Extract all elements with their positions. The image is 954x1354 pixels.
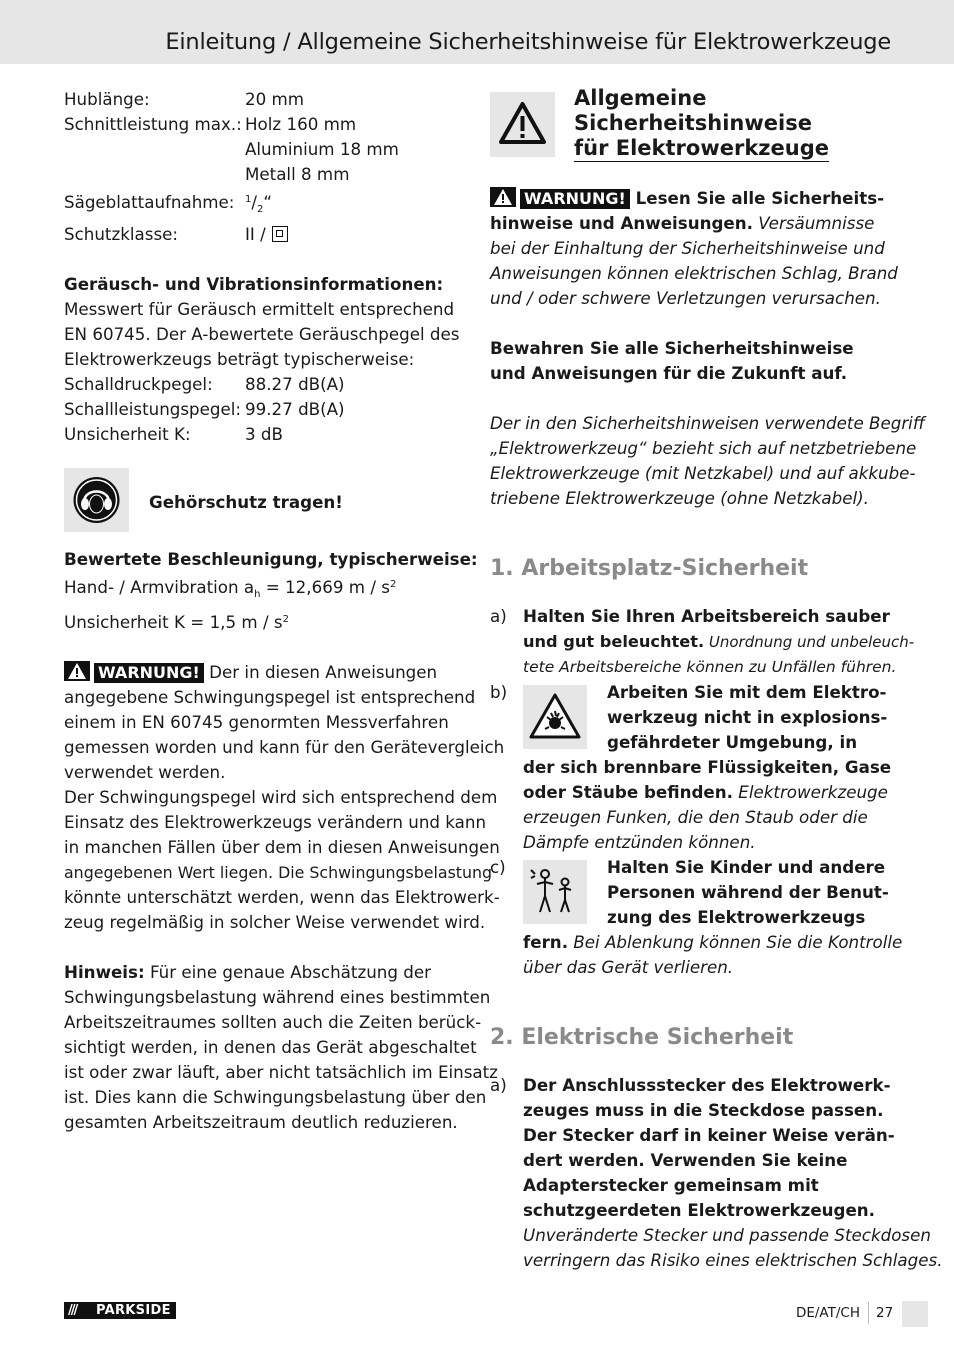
explosion-hazard-icon [523,685,587,749]
locale-label: DE/AT/CH [795,1305,860,1321]
warning-triangle-icon [490,187,516,207]
safety-title-block [490,87,894,163]
vibration-warning: WARNUNG! Der in diesen Anweisungen [64,660,464,685]
warning-triangle-icon [64,661,90,681]
spec-row: Metall 8 mm [245,164,350,184]
right-column: Allgemeine Sicherheitshinweise für Elektrowerkzeuge WARNUNG! Lesen Sie alle Sicherheits- hinweise und Anweisungen. Versäumnisse bei der Einhaltung der Sicherheitshinweise und Anweisungen können elektrischen Schlag, Brand und / oder schwere Verletzungen verursachen. Bewahren Sie alle Sicherheitshinweise und Anweisungen für die Zukunft auf. Der in den Sicherheitshinweisen verwendete Begriff „Elektrowerkzeug“ bezieht sich auf netzbetriebene Elektrowerkzeuge (mit Netzkabel) und auf akkube- triebene Elektrowerkzeuge (ohne Netzkabel). 1. Arbeitsplatz-Sicherheit a) Halten Sie Ihren Arbeitsbereich sauber und gut beleuchtet. Unordnung und unbeleuch- tete Arbeitsbereiche können zu Unfällen führen. b) Arbeiten Sie mit dem Elektro- werkzeug nicht in explosions- gefährdeter Umgebung, in der sich brennbare Flüssigkeiten, Gase oder Stäube befinden. Elektrowerkzeuge erzeugen Funken, die den Staub oder die Dämpfe entzünden können. c) Halten Sie Kinder und andere Personen während der Benut- zung des Elektrowerkzeugs fern. Bei Ablenkung können Sie die Kontrolle über das Gerät verlieren. 2. Elektrische Sicherheit a) Der Anschlussstecker des Elektrowerk- zeuges muss in die Steckdose passen. Der Stecker darf in keiner Weise verän- dert werden. Verwenden Sie keine Adapterstecker gemeinsam mit schutzgeerdeten Elektrowerkzeugen. Unveränderte Stecker und passende Steckdosen verringern das Risiko eines elektrischen Schlages. [490,87,894,1273]
list-item: b) Arbeiten Sie mit dem Elektro- werkzeug nicht in explosions- gefährdeter Umgebung, in der sich brennbare Flüssigkeiten, Gase oder Stäube befinden. Elektrowerkzeuge erzeugen Funken, die den Staub oder die Dämpfe entzünden können. [490,682,892,852]
warning-label: WARNUNG! [94,663,204,683]
spec-row: Schutzklasse: II / [64,222,464,247]
spec-row: Hublänge: 20 mm [64,89,305,109]
footer-divider [868,1302,869,1324]
warning-label: WARNUNG! [520,189,630,209]
noise-row: Schallleistungspegel: 99.27 dB(A) [64,399,345,419]
hearing-protection-icon [64,468,129,532]
list-item: a) Der Anschlussstecker des Elektrowerk- zeuges muss in die Steckdose passen. Der Stecker darf in keiner Weise verän- dert werden. Verwenden Sie keine Adapterstecker gemeinsam mit schutzgeerdeten Elektrowerkzeugen. Unveränderte Stecker und passende Steckdosen verringern das Risiko eines elektrischen Schlages. [490,1075,943,1270]
keep-children-away-icon [523,860,587,924]
noise-row: Unsicherheit K: 3 dB [64,424,283,444]
noise-heading: Geräusch- und Vibrationsinformationen: [64,274,444,294]
hint-paragraph: Hinweis: Für eine genaue Abschätzung der [64,962,431,982]
page-corner-box [902,1301,928,1327]
page-title: Einleitung / Allgemeine Sicherheitshinweise für Elektrowerkzeuge [165,29,891,55]
section-heading-1: 1. Arbeitsplatz-Sicherheit [490,556,809,581]
spec-row: Sägeblattaufnahme: $^1/_2“$ [64,192,273,215]
noise-row: Schalldruckpegel: 88.27 dB(A) [64,374,345,394]
page-number: 27 [876,1305,894,1321]
section-title: Allgemeine Sicherheitshinweise für Elektrowerkzeuge [574,86,829,160]
left-column: Hublänge: 20 mm Schnittleistung max.: Holz 160 mm Aluminium 18 mm Metall 8 mm Sägeblattaufnahme: $^1/_2“$ Schutzklasse: II / Geräusch- und Vibrationsinformationen: Messwert für Geräusch ermittelt entsprechend EN 60745. Der A-bewertete Geräuschpegel des Elektrowerkzeugs beträgt typischerweise: Schalldruckpegel: 88.27 dB(A) Schallleistungspegel: 99.27 dB(A) Unsicherheit K: 3 dB Gehörschutz tragen! Bewertete Beschleunigung, typischerweise: Hand- / Armvibration $a_h = 12,669$ m / $s^2$ Unsicherheit K = 1,5 m / $s^2$ WARNUNG! Der in diesen Anweisungen angegebene Schwingungspegel ist entsprechend einem in EN 60745 genormten Messverfahren gemessen worden und kann für den Gerätevergleich verwendet werden. Der Schwingungspegel wird sich entsprechend dem Einsatz des Elektrowerkzeugs verändern und kann in manchen Fällen über dem in diesen Anweisungen angegebenen Wert liegen. Die Schwingungsbelastung könnte unterschätzt werden, wenn das Elektrowerk- zeug regelmäßig in solcher Weise verwendet wird. Hinweis: Für eine genaue Abschätzung der Schwingungsbelastung während eines bestimmten Arbeitszeitraumes sollten auch die Zeiten berück- sichtigt werden, in denen das Gerät abgeschaltet ist oder zwar läuft, aber nicht tatsächlich im Einsatz ist. Dies kann die Schwingungsbelastung über den gesamten Arbeitszeitraum deutlich reduzieren. [64,89,505,1132]
section-heading-2: 2. Elektrische Sicherheit [490,1025,794,1050]
brand-logo: /// PARKSIDE [64,1302,176,1319]
protection-class-icon [272,226,288,242]
spec-row: Schnittleistung max.: Holz 160 mm [64,114,357,134]
list-item: a) Halten Sie Ihren Arbeitsbereich sauber und gut beleuchtet. Unordnung und unbeleuch- tete Arbeitsbereiche können zu Unfällen führen. [490,606,915,676]
general-warning: WARNUNG! Lesen Sie alle Sicherheits- [490,186,894,211]
spec-row: Aluminium 18 mm [245,139,399,159]
accel-heading: Bewertete Beschleunigung, typischerweise: [64,549,478,569]
warning-triangle-icon [490,92,555,157]
hearing-protection-notice: Gehörschutz tragen! [64,468,464,532]
list-item: c) Halten Sie Kinder und andere Personen während der Benut- zung des Elektrowerkzeugs fern. Bei Ablenkung können Sie die Kontrolle über das Gerät verlieren. [490,857,903,977]
